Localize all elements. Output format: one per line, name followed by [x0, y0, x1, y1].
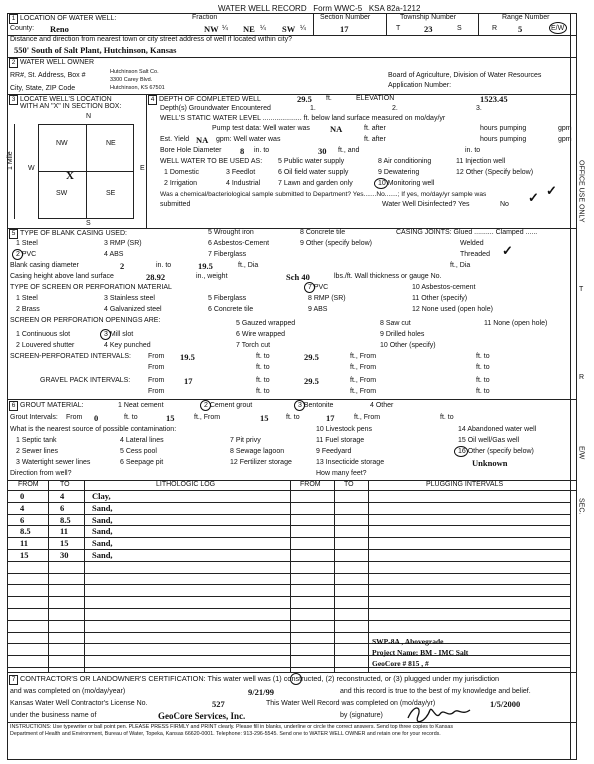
- spi-from: From: [148, 353, 165, 360]
- sec2-label: 2 WATER WELL OWNER: [9, 58, 94, 68]
- use-3: 3 Feedlot: [226, 169, 256, 176]
- screen-material-label: TYPE OF SCREEN OR PERFORATION MATERIAL: [10, 284, 172, 291]
- log-row-line: [7, 573, 570, 574]
- screen-1: 1 Steel: [16, 295, 38, 302]
- log-cell-f: 6: [20, 514, 25, 525]
- casing-9: 9 Other (specify below): [300, 240, 372, 247]
- chem-label: Was a chemical/bacteriological sample submitted to Department? Yes.......No.......; If yes, mo/day/yr sample was: [160, 191, 487, 198]
- fraction-3: SW: [282, 24, 296, 34]
- casing-6: 6 Asbestos-Cement: [208, 240, 270, 247]
- use-7: 7 Lawn and garden only: [278, 180, 353, 187]
- joints-threaded: Threaded: [460, 251, 490, 258]
- contamination-unknown: Unknown: [472, 458, 508, 468]
- sec3-label: 3 LOCATE WELL'S LOCATION: [9, 95, 112, 105]
- section-label: Section Number: [320, 14, 371, 21]
- use-4: 4 Industrial: [226, 180, 261, 187]
- spi-to-value: 29.5: [304, 352, 319, 362]
- log-cell-f: 8.5: [20, 526, 31, 537]
- bore-value: 8: [240, 146, 245, 156]
- compass-n: N: [86, 113, 92, 120]
- distance-value: 550' South of Salt Plant, Hutchinson, Kansas: [14, 45, 177, 55]
- gi-to2-value: 17: [326, 413, 335, 423]
- casing-1: 1 Steel: [16, 240, 38, 247]
- township-label: Township Number: [400, 14, 457, 21]
- side-ew: E/W: [577, 446, 585, 460]
- gpi-ftfrom: ft., From: [350, 377, 377, 384]
- yield-gpm: gpm: Well water was: [216, 136, 281, 143]
- src-10: 10 Livestock pens: [316, 426, 373, 433]
- gpi-from-value: 17: [184, 376, 193, 386]
- grout-4: 4 Other: [370, 402, 394, 409]
- township-s: S: [457, 25, 462, 32]
- log-header-from2: FROM: [300, 481, 321, 488]
- gi-to-value: 15: [166, 413, 175, 423]
- gi-to2: ft. to: [286, 414, 300, 421]
- src-9: 12 Fertilizer storage: [230, 459, 292, 466]
- spi-to3: ft. to: [256, 364, 270, 371]
- joints-welded: Welded: [460, 240, 484, 247]
- log-cell-d: Sand,: [92, 550, 113, 560]
- log-note-3: GeoCore # 815 , #: [372, 659, 429, 668]
- yield-hours: hours pumping: [480, 136, 527, 143]
- blank-diameter-label: Blank casing diameter: [10, 262, 79, 269]
- screen-8: 8 RMP (SR): [308, 295, 346, 302]
- log-cell-f: 15: [20, 550, 29, 560]
- compass-s: S: [86, 220, 91, 227]
- sec4-label: 4 DEPTH OF COMPLETED WELL: [148, 95, 261, 105]
- blank-dia: ft., Dia: [238, 262, 259, 269]
- log-cell-d: Sand,: [92, 538, 113, 549]
- src-11: 11 Fuel storage: [316, 437, 365, 444]
- use-1: 1 Domestic: [164, 169, 200, 176]
- yield-gpm2: gpm: [558, 136, 572, 143]
- screen-11: 11 Other (specify): [412, 295, 468, 302]
- spi-from2: From: [148, 364, 165, 371]
- screen-9: 9 ABS: [308, 306, 328, 313]
- depth-value: 29.5: [297, 94, 312, 104]
- compass-e: E: [140, 165, 145, 172]
- certification-text: 7 CONTRACTOR'S OR LANDOWNER'S CERTIFICATION: This water well was (1) constructed, (2) reconstructed, or (3) plugged under my jurisdiction: [9, 675, 499, 685]
- screen-7-circle: [304, 282, 315, 293]
- log-cell-d: Sand,: [92, 526, 113, 537]
- screen-intervals-label: SCREEN-PERFORATED INTERVALS:: [10, 353, 131, 360]
- gpi-ftfrom2: ft., From: [350, 388, 377, 395]
- disinfected-label: Water Well Disinfected? Yes: [382, 201, 470, 208]
- fraction-label: Fraction: [192, 14, 218, 21]
- log-row-line: [7, 584, 570, 585]
- depth-ft: ft.: [326, 95, 332, 102]
- log-header-to: TO: [60, 481, 70, 488]
- spi-ftfrom: ft., From: [350, 353, 377, 360]
- gi-to: ft. to: [124, 414, 138, 421]
- county-label: County:: [10, 25, 35, 32]
- quad-ne: NE: [106, 140, 116, 147]
- screen-2: 2 Brass: [16, 306, 40, 313]
- gw-1: 1.: [310, 105, 316, 112]
- range-ew: E/W: [551, 25, 565, 32]
- application-label: Application Number:: [388, 82, 452, 89]
- gi-to3: ft. to: [440, 414, 454, 421]
- pump-after: ft. after: [364, 125, 386, 132]
- src-3: 3 Watertight sewer lines: [16, 459, 91, 466]
- license-label: Kansas Water Well Contractor's License No.: [10, 700, 148, 707]
- contamination-label: What is the nearest source of possible contamination:: [10, 426, 177, 433]
- owner-address: 3300 Carey Blvd.: [110, 77, 153, 83]
- screen-3: 3 Stainless steel: [104, 295, 155, 302]
- grout-intervals-label: Grout Intervals:: [10, 414, 58, 421]
- quarter-2: ¼: [260, 25, 266, 32]
- casing-weight-label: in., weight: [196, 273, 228, 280]
- owner-name: Hutchinson Salt Co.: [110, 69, 159, 75]
- screen-4: 4 Galvanized steel: [104, 306, 162, 313]
- log-row-line: [7, 561, 570, 562]
- disinfected-no: No: [500, 201, 509, 208]
- office-use-label: OFFICE USE ONLY: [577, 160, 585, 223]
- grout-3: 3 Bentonite: [298, 402, 334, 409]
- gw-2: 2.: [392, 105, 398, 112]
- open-3-circle: [100, 329, 111, 340]
- log-row-line: [7, 608, 570, 609]
- elevation-label: ELEVATION: [356, 95, 395, 102]
- gi-ftfrom2: ft., From: [354, 414, 381, 421]
- src-16: 16 Other (specify below): [458, 448, 534, 455]
- src-13: 13 Insecticide storage: [316, 459, 385, 466]
- casing-7: 7 Fiberglass: [208, 251, 247, 258]
- screen-7: 7 PVC: [308, 284, 329, 291]
- elevation-value: 1523.45: [480, 94, 508, 104]
- license-value: 527: [212, 699, 225, 709]
- static-label: WELL'S STATIC WATER LEVEL .................... ft. below land surface measured on mo/day/yr: [160, 115, 446, 122]
- checkmark-icon: ✓: [502, 243, 513, 258]
- log-cell-t: 6: [60, 502, 65, 513]
- log-row-line: [7, 667, 570, 668]
- gpi-to: ft. to: [256, 377, 270, 384]
- gravel-intervals-label: GRAVEL PACK INTERVALS:: [40, 377, 131, 384]
- howmany-label: How many feet?: [316, 470, 367, 477]
- grout-3-circle: [294, 400, 305, 411]
- address-label: RR#, St. Address, Box #: [10, 72, 86, 79]
- log-cell-d: Sand,: [92, 502, 113, 513]
- signature-label: by (signature): [340, 712, 383, 719]
- log-cell-t: 11: [60, 526, 69, 537]
- use-8: 8 Air conditioning: [378, 158, 432, 165]
- log-header-plug: PLUGGING INTERVALS: [426, 481, 504, 488]
- casing-8: 8 Concrete tile: [300, 229, 346, 236]
- gi-from-value: 0: [94, 413, 99, 423]
- casing-sch: Sch 40: [286, 272, 310, 282]
- yield-after: ft. after: [364, 136, 386, 143]
- sec6-label: 6 GROUT MATERIAL:: [9, 401, 84, 411]
- use-6: 6 Oil field water supply: [278, 169, 349, 176]
- yield-value: NA: [196, 135, 209, 145]
- casing-2-circle: [12, 249, 23, 260]
- open-11: 11 None (open hole): [484, 320, 548, 327]
- range-value: 5: [518, 24, 523, 34]
- bore-in-to: in. to: [254, 147, 270, 154]
- completed-date: 9/21/99: [248, 687, 274, 697]
- grout-2-circle: [200, 400, 211, 411]
- true-label: and this record is true to the best of my knowledge and belief.: [340, 688, 531, 695]
- src-16-circle: [454, 446, 468, 457]
- instructions-1: INSTRUCTIONS: Use typewriter or ball point pen. PLEASE PRESS FIRMLY and PRINT clearly. Please fill in blanks, underline or circle the correct answers. Send top three copies to Kansas: [10, 724, 453, 730]
- side-sec: SEC.: [577, 498, 585, 515]
- log-note-2: Project Name: BM - IMC Salt: [372, 648, 469, 657]
- src-12: 9 Feedyard: [316, 448, 352, 455]
- src-8: 8 Sewage lagoon: [230, 448, 285, 455]
- use-2: 2 Irrigation: [164, 180, 198, 187]
- form-title: WATER WELL RECORD Form WWC-5 KSA 82a-1212: [218, 4, 421, 13]
- range-ew-circle: [549, 22, 567, 34]
- src-1: 1 Septic tank: [16, 437, 57, 444]
- use-label: WELL WATER TO BE USED AS:: [160, 158, 263, 165]
- city-label: City, State, ZIP Code: [10, 85, 76, 92]
- log-cell-f: 4: [20, 502, 25, 513]
- gpi-to3: ft. to: [256, 388, 270, 395]
- log-cell-t: 30: [60, 550, 69, 560]
- spi-from-value: 19.5: [180, 352, 195, 362]
- instructions-2: Department of Health and Environment, Bureau of Water, Topeka, Kansas 66620-0001. Telephone: 913-296-5545. Send one to WATER WELL OWNER and retain one for your records.: [10, 731, 441, 737]
- gpi-from: From: [148, 377, 165, 384]
- gpi-to-value: 29.5: [304, 376, 319, 386]
- checkmark-icon: ✓: [546, 183, 557, 198]
- wall-label: lbs./ft. Wall thickness or gauge No.: [334, 273, 442, 280]
- blank-to-value: 19.5: [198, 261, 213, 271]
- openings-label: SCREEN OR PERFORATION OPENINGS ARE:: [10, 317, 161, 324]
- src-7: 7 Pit privy: [230, 437, 261, 444]
- src-14: 14 Abandoned water well: [458, 426, 537, 433]
- range-label: Range Number: [502, 14, 550, 21]
- open-7: 7 Torch cut: [236, 342, 271, 349]
- gi-from: From: [66, 414, 83, 421]
- gpi-to2: ft. to: [476, 377, 490, 384]
- sec5-label: 5 TYPE OF BLANK CASING USED:: [9, 229, 127, 239]
- log-cell-f: 0: [20, 491, 25, 501]
- log-cell-t: 15: [60, 538, 69, 549]
- log-cell-f: 11: [20, 538, 29, 549]
- casing-4: 4 ABS: [104, 251, 124, 258]
- src-5: 5 Cess pool: [120, 448, 157, 455]
- open-2: 2 Louvered shutter: [16, 342, 75, 349]
- use-10: 10 Monitoring well: [378, 180, 435, 187]
- side-r: R: [579, 374, 585, 381]
- spi-ftfrom2: ft., From: [350, 364, 377, 371]
- spi-to2: ft. to: [476, 353, 490, 360]
- open-3: 3 Mill slot: [104, 331, 134, 338]
- gpi-from2: From: [148, 388, 165, 395]
- screen-12: 12 None used (open hole): [412, 306, 493, 313]
- casing-5: 5 Wrought iron: [208, 229, 254, 236]
- checkmark-icon: ✓: [528, 190, 539, 205]
- record-date: 1/5/2000: [490, 699, 521, 709]
- src-6: 6 Seepage pit: [120, 459, 164, 466]
- quarter-1: ¼: [222, 25, 228, 32]
- log-cell-d: Sand,: [92, 514, 113, 525]
- quarter-3: ¼: [300, 25, 306, 32]
- quad-nw: NW: [56, 140, 68, 147]
- blank-diameter-value: 2: [120, 261, 125, 271]
- use-9: 9 Dewatering: [378, 169, 420, 176]
- township-t: T: [396, 25, 401, 32]
- gpi-to4: ft. to: [476, 388, 490, 395]
- mile-label: 1 Mile: [7, 151, 14, 170]
- record-label: This Water Well Record was completed on (mo/day/yr): [266, 700, 436, 707]
- screen-10: 10 Asbestos-cement: [412, 284, 476, 291]
- fraction-2: NE: [243, 24, 255, 34]
- log-row-line: [7, 655, 570, 656]
- pump-label: Pump test data: Well water was: [212, 125, 310, 132]
- bore-to-value: 30: [318, 146, 327, 156]
- casing-2: 2 PVC: [16, 251, 37, 258]
- range-r: R: [492, 25, 498, 32]
- gi-from2-value: 15: [260, 413, 269, 423]
- sec1-label: 1 LOCATION OF WATER WELL:: [9, 14, 116, 24]
- spi-to: ft. to: [256, 353, 270, 360]
- owner-city: Hutchinson, KS 67501: [110, 85, 165, 91]
- log-row-line: [7, 596, 570, 597]
- open-9: 9 Drilled holes: [380, 331, 425, 338]
- casing-3: 3 RMP (SR): [104, 240, 142, 247]
- use-12: 12 Other (Specify below): [456, 169, 534, 176]
- log-cell-d: Clay,: [92, 491, 111, 501]
- log-note-1: SWP-8A , Abovegrade: [372, 637, 444, 646]
- log-row-line: [7, 620, 570, 621]
- township-value: 23: [424, 24, 433, 34]
- quad-sw: SW: [56, 190, 68, 197]
- src-2: 2 Sewer lines: [16, 448, 59, 455]
- completed-label: and was completed on (mo/day/year): [10, 688, 126, 695]
- pump-hours: hours pumping: [480, 125, 527, 132]
- gw-3: 3.: [476, 105, 482, 112]
- casing-height-value: 28.92: [146, 272, 166, 282]
- use-10-circle: [374, 178, 388, 189]
- src-15: 15 Oil well/Gas well: [458, 437, 520, 444]
- open-6: 6 Wire wrapped: [236, 331, 286, 338]
- well-x-mark: X: [66, 170, 74, 182]
- pump-gpm: gpm: [558, 125, 572, 132]
- spi-to4: ft. to: [476, 364, 490, 371]
- fraction-1: NW: [204, 24, 219, 34]
- signature-image: [404, 702, 474, 724]
- grout-2: 2 Cement grout: [204, 402, 253, 409]
- direction-label: Direction from well?: [10, 470, 72, 477]
- screen-5: 5 Fiberglass: [208, 295, 247, 302]
- blank-dia2: ft., Dia: [450, 262, 471, 269]
- open-1: 1 Continuous slot: [16, 331, 71, 338]
- business-label: under the business name of: [10, 712, 97, 719]
- constructed-circle: [290, 673, 302, 685]
- open-8: 8 Saw cut: [380, 320, 411, 327]
- use-5: 5 Public water supply: [278, 158, 345, 165]
- gi-ftfrom: ft., From: [194, 414, 221, 421]
- bore-label: Bore Hole Diameter: [160, 147, 222, 154]
- county-value: Reno: [50, 24, 69, 34]
- sec3-label2: WITH AN "X" IN SECTION BOX:: [20, 103, 122, 110]
- log-row-line: [7, 632, 570, 633]
- log-header-to2: TO: [344, 481, 354, 488]
- log-header-litho: LITHOLOGIC LOG: [156, 481, 216, 488]
- log-header-from: FROM: [18, 481, 39, 488]
- bore-ft-and: ft., and: [338, 147, 360, 154]
- open-5: 5 Gauzed wrapped: [236, 320, 296, 327]
- groundwater-label: Depth(s) Groundwater Encountered: [160, 105, 271, 112]
- pump-na: NA: [330, 124, 343, 134]
- bore-in-to2: in. to: [465, 147, 481, 154]
- yield-label: Est. Yield: [160, 136, 190, 143]
- compass-w: W: [28, 165, 35, 172]
- section-value: 17: [340, 24, 349, 34]
- src-4: 4 Lateral lines: [120, 437, 164, 444]
- log-cell-t: 4: [60, 491, 65, 501]
- use-11: 11 Injection well: [456, 158, 506, 165]
- open-10: 10 Other (specify): [380, 342, 436, 349]
- screen-6: 6 Concrete tile: [208, 306, 254, 313]
- joints-label: CASING JOINTS: Glued .......... Clamped ......: [396, 229, 538, 236]
- log-row-line: [7, 643, 570, 644]
- quad-se: SE: [106, 190, 116, 197]
- submitted-label: submitted: [160, 201, 191, 208]
- distance-label: Distance and direction from nearest town or city street address of well if located within city?: [10, 36, 293, 43]
- open-4: 4 Key punched: [104, 342, 151, 349]
- log-cell-t: 8.5: [60, 514, 71, 525]
- blank-in-to: in. to: [156, 262, 172, 269]
- business-name: GeoCore Services, Inc.: [158, 711, 246, 721]
- grout-1: 1 Neat cement: [118, 402, 164, 409]
- casing-height-label: Casing height above land surface: [10, 273, 114, 280]
- board-label: Board of Agriculture, Division of Water Resources: [388, 72, 542, 79]
- side-t: T: [579, 286, 584, 293]
